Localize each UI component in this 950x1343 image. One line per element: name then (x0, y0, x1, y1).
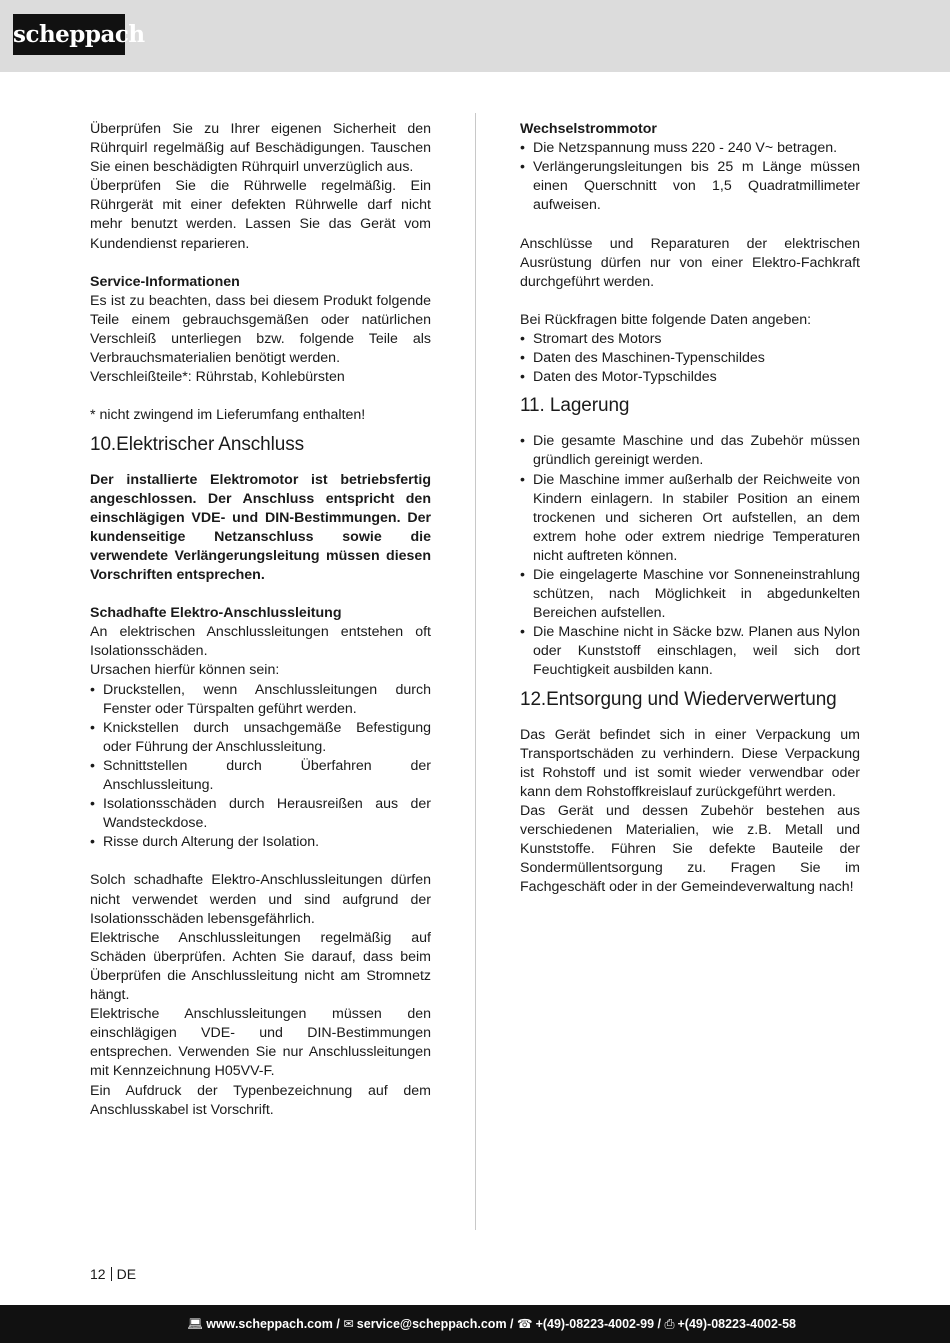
list-item: • Verlängerungsleitungen bis 25 m Länge müssen einen Querschnitt von 1,5 Quadratmillimeter aufweisen. (520, 158, 860, 215)
list-item: • Die eingelagerte Maschine vor Sonneneinstrahlung schützen, nach Möglichkeit in abgedunkelten Bereichen aufstellen. (520, 566, 860, 623)
paragraph-repairs: Anschlüsse und Reparaturen der elektrischen Ausrüstung dürfen nur von einer Elektro-Fachkraft durchgeführt werden. (520, 235, 860, 290)
mail-icon: ✉︎ (343, 1317, 354, 1331)
footer-contact-bar: 💻︎ www.scheppach.com / ✉︎ service@scheppach.com / ☎︎ +(49)-08223-4002-99 / ⎙ +(49)-08223-4002-58 (0, 1305, 950, 1343)
damaged-cable-text: An elektrischen Anschlussleitungen entstehen oft Isolationsschäden. (90, 624, 431, 660)
paragraph-danger: Solch schadhafte Elektro-Anschlussleitungen dürfen nicht verwendet werden und sind aufgrund der Isolationsschäden lebensgefährlich. (90, 872, 431, 927)
list-item: • Die Netzspannung muss 220 - 240 V~ betragen. (520, 139, 860, 158)
footer-phone[interactable]: +(49)-08223-4002-99 (535, 1317, 655, 1331)
page-number-separator (111, 1267, 112, 1281)
computer-icon: 💻︎ (187, 1317, 204, 1331)
damaged-cable-heading: Schadhafte Elektro-Anschlussleitung (90, 605, 342, 622)
list-item: • Daten des Maschinen-Typenschildes (520, 349, 860, 368)
ac-motor-heading: Wechselstrommotor (520, 121, 657, 137)
list-item: • Die Maschine immer außerhalb der Reichweite von Kindern einlagern. In stabiler Position an einem trockenen und sicheren Ort aufstellen, an dem extrem hohe oder extrem niedrige Temperaturen nicht auftreten können. (520, 471, 860, 566)
column-divider (475, 113, 476, 1230)
ac-motor-list (520, 139, 860, 215)
section-number: 11. (520, 395, 545, 417)
causes-intro: Ursachen hierfür können sein: (90, 662, 280, 679)
section-heading-11 (520, 394, 860, 418)
section-number: 12. (520, 688, 547, 710)
list-item: • Knickstellen durch unsachgemäße Befestigung oder Führung der Anschlussleitung. (90, 719, 431, 757)
intro-bold-paragraph: Der installierte Elektromotor ist betriebsfertig angeschlossen. Der Anschluss entspricht den einschlägigen VDE- und DIN-Bestimmungen. Der kundenseitige Netzanschluss sowie die verwendete Verlängerungsleitung müssen diesen Vorschriften entsprechen. (90, 471, 431, 583)
list-item: • Druckstellen, wenn Anschlussleitungen durch Fenster oder Türspalten geführt werden. (90, 681, 431, 719)
page-number-value: 12 (90, 1266, 106, 1282)
page-language: DE (116, 1266, 137, 1282)
brand-logo[interactable]: scheppach (13, 14, 125, 55)
header-band (0, 0, 950, 72)
list-item: • Die Maschine nicht in Säcke bzw. Planen aus Nylon oder Kunststoff einschlagen, weil sich dort Feuchtigkeit ausbilden kann. (520, 623, 860, 680)
paragraph-materials: Das Gerät und dessen Zubehör bestehen aus verschiedenen Materialien, wie z.B. Metall und Kunststoffe. Führen Sie defekte Bauteile der Sondermüllentsorgung zu. Fragen Sie im Fachgeschäft oder in der Gemeindeverwaltung nach! (520, 802, 860, 896)
paragraph-type-print: Ein Aufdruck der Typenbezeichnung auf dem Anschlusskabel ist Vorschrift. (90, 1082, 431, 1118)
paragraph-check-whisk: Überprüfen Sie zu Ihrer eigenen Sicherheit den Rührquirl regelmäßig auf Beschädigungen. Tauschen Sie einen beschädigten Rührquirl unverzüglich aus. (90, 121, 431, 176)
service-info-text: Es ist zu beachten, dass bei diesem Produkt folgende Teile einem gebrauchsgemäßen oder natürlichen Verschleiß unterliegen bzw. folgende Teile als Verbrauchsmaterialien benötigt werden. (90, 292, 431, 367)
paragraph-check-shaft: Überprüfen Sie die Rührwelle regelmäßig. Ein Rührgerät mit einer defekten Rührwelle darf nicht mehr benutzt werden. Lassen Sie das Gerät vom Kundendienst reparieren. (90, 178, 431, 252)
list-item: • Schnittstellen durch Überfahren der Anschlussleitung. (90, 757, 431, 795)
paragraph-packaging: Das Gerät befindet sich in einer Verpackung um Transportschäden zu verhindern. Diese Verpackung ist Rohstoff und ist somit wieder verwendbar oder kann dem Rohstoffkreislauf zurückgeführt werden. (520, 726, 860, 800)
footer-website-link[interactable]: www.scheppach.com (206, 1317, 333, 1331)
right-column (520, 120, 860, 897)
list-item: • Isolationsschäden durch Herausreißen aus der Wandsteckdose. (90, 795, 431, 833)
list-item: • Risse durch Alterung der Isolation. (90, 833, 431, 852)
section-title: Elektrischer Anschluss (116, 433, 304, 455)
list-item: • Die gesamte Maschine und das Zubehör müssen gründlich gereinigt werden. (520, 432, 860, 470)
fax-icon: ⎙ (664, 1317, 675, 1331)
service-info-heading: Service-Informationen (90, 273, 240, 290)
inquiry-intro: Bei Rückfragen bitte folgende Daten angeben: (520, 311, 812, 328)
section-title: Entsorgung und Wiederverwertung (546, 688, 837, 710)
page-number (90, 1265, 136, 1283)
footer-fax: +(49)-08223-4002-58 (677, 1317, 796, 1331)
section-number: 10. (90, 433, 117, 455)
inquiry-list (520, 330, 860, 387)
list-item: • Daten des Motor-Typschildes (520, 368, 860, 387)
left-column (90, 120, 431, 1120)
footer-email-link[interactable]: service@scheppach.com (356, 1317, 507, 1331)
section-heading-12 (520, 688, 860, 712)
footnote: * nicht zwingend im Lieferumfang enthalten! (90, 407, 366, 424)
section-heading-10 (90, 433, 431, 457)
paragraph-vde: Elektrische Anschlussleitungen müssen den einschlägigen VDE- und DIN-Bestimmungen entsprechen. Verwenden Sie nur Anschlussleitungen mit Kennzeichnung H05VV-F. (90, 1006, 431, 1080)
causes-list (90, 681, 431, 853)
list-item: • Stromart des Motors (520, 330, 860, 349)
storage-list (520, 432, 860, 680)
section-title: Lagerung (549, 395, 630, 417)
paragraph-check-cables: Elektrische Anschlussleitungen regelmäßig auf Schäden überprüfen. Achten Sie darauf, dass beim Überprüfen die Anschlussleitung nicht am Stromnetz hängt. (90, 929, 431, 1004)
wear-parts-text: Verschleißteile*: Rührstab, Kohlebürsten (90, 369, 345, 386)
phone-icon: ☎︎ (516, 1317, 533, 1331)
